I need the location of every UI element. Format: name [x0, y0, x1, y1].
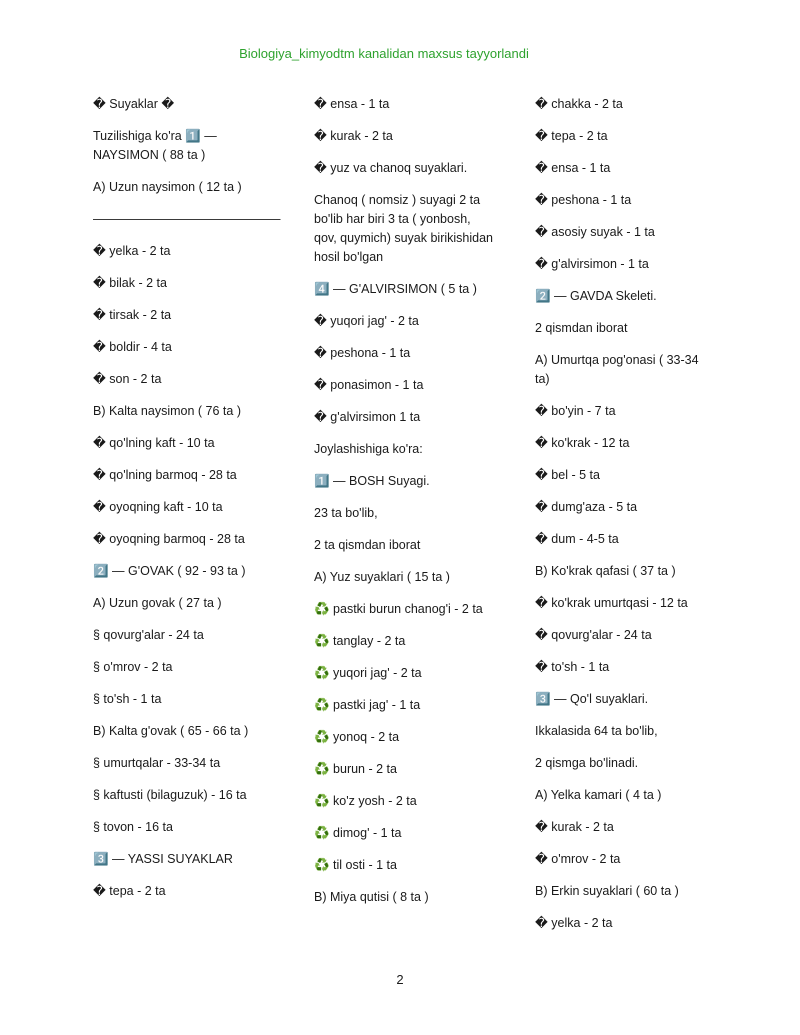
paragraph: � bilak - 2 ta — [93, 276, 167, 290]
paragraph: � tirsak - 2 ta — [93, 308, 172, 322]
paragraph: ♻️ yonoq - 2 ta — [314, 730, 400, 744]
paragraph: 1️⃣ — BOSH Suyagi. — [314, 474, 430, 488]
paragraph: � oyoqning kaft - 10 ta — [93, 500, 223, 514]
page-header: Biologiya_kimyodtm kanalidan maxsus tayyorlandi — [239, 46, 529, 61]
paragraph: B) Erkin suyaklari ( 60 ta ) — [535, 884, 679, 898]
paragraph: � yuqori jag' - 2 ta — [314, 314, 419, 328]
paragraph: � kurak - 2 ta — [314, 129, 393, 143]
paragraph: Joylashishiga ko'ra: — [314, 442, 423, 456]
paragraph: � yuz va chanoq suyaklari. — [314, 161, 468, 175]
paragraph: � ko'krak umurtqasi - 12 ta — [535, 596, 688, 610]
paragraph: ♻️ ko'z yosh - 2 ta — [314, 794, 417, 808]
paragraph: ♻️ pastki jag' - 1 ta — [314, 698, 421, 712]
paragraph: � bel - 5 ta — [535, 468, 600, 482]
column-3 — [535, 95, 710, 946]
paragraph: ——————————————— — [93, 212, 281, 226]
paragraph: � dum - 4-5 ta — [535, 532, 619, 546]
paragraph: ♻️ pastki burun chanog'i - 2 ta — [314, 602, 483, 616]
paragraph: A) Yelka kamari ( 4 ta ) — [535, 788, 662, 802]
paragraph: Tuzilishiga ko'ra 1️⃣ — NAYSIMON ( 88 ta ) — [93, 129, 217, 162]
column-2 — [314, 95, 494, 920]
paragraph: B) Miya qutisi ( 8 ta ) — [314, 890, 429, 904]
paragraph: 2 qismga bo'linadi. — [535, 756, 639, 770]
paragraph: 23 ta bo'lib, — [314, 506, 378, 520]
paragraph: � yelka - 2 ta — [535, 916, 613, 930]
paragraph: 2 ta qismdan iborat — [314, 538, 421, 552]
paragraph: � yelka - 2 ta — [93, 244, 171, 258]
paragraph: A) Uzun govak ( 27 ta ) — [93, 596, 222, 610]
paragraph: Chanoq ( nomsiz ) suyagi 2 ta bo'lib har biri 3 ta ( yonbosh, qov, quymich) suyak birikishidan hosil bo'lgan — [314, 193, 494, 264]
paragraph: � Suyaklar � — [93, 97, 175, 111]
paragraph: ♻️ yuqori jag' - 2 ta — [314, 666, 422, 680]
paragraph: 2️⃣ — G'OVAK ( 92 - 93 ta ) — [93, 564, 246, 578]
paragraph: � qo'lning barmoq - 28 ta — [93, 468, 237, 482]
paragraph: A) Uzun naysimon ( 12 ta ) — [93, 180, 242, 194]
paragraph: � o'mrov - 2 ta — [535, 852, 621, 866]
paragraph: � ponasimon - 1 ta — [314, 378, 424, 392]
paragraph: � qovurg'alar - 24 ta — [535, 628, 652, 642]
paragraph: � peshona - 1 ta — [314, 346, 411, 360]
paragraph: � chakka - 2 ta — [535, 97, 623, 111]
paragraph: � to'sh - 1 ta — [535, 660, 610, 674]
column-1 — [93, 95, 281, 914]
paragraph: � tepa - 2 ta — [535, 129, 608, 143]
paragraph: A) Yuz suyaklari ( 15 ta ) — [314, 570, 450, 584]
page-number: 2 — [396, 972, 404, 987]
paragraph: Ikkalasida 64 ta bo'lib, — [535, 724, 658, 738]
paragraph: § o'mrov - 2 ta — [93, 660, 173, 674]
paragraph: § tovon - 16 ta — [93, 820, 173, 834]
paragraph: 2 qismdan iborat — [535, 321, 628, 335]
paragraph: � dumg'aza - 5 ta — [535, 500, 638, 514]
paragraph: ♻️ dimog' - 1 ta — [314, 826, 402, 840]
paragraph: � boldir - 4 ta — [93, 340, 172, 354]
paragraph: 3️⃣ — YASSI SUYAKLAR — [93, 852, 233, 866]
paragraph: � ensa - 1 ta — [314, 97, 390, 111]
paragraph: ♻️ burun - 2 ta — [314, 762, 397, 776]
paragraph: B) Ko'krak qafasi ( 37 ta ) — [535, 564, 676, 578]
paragraph: ♻️ tanglay - 2 ta — [314, 634, 406, 648]
paragraph: � g'alvirsimon - 1 ta — [535, 257, 649, 271]
paragraph: � peshona - 1 ta — [535, 193, 632, 207]
paragraph: � tepa - 2 ta — [93, 884, 166, 898]
paragraph: � oyoqning barmoq - 28 ta — [93, 532, 245, 546]
paragraph: 4️⃣ — G'ALVIRSIMON ( 5 ta ) — [314, 282, 477, 296]
paragraph: � son - 2 ta — [93, 372, 162, 386]
paragraph: A) Umurtqa pog'onasi ( 33-34 ta) — [535, 353, 699, 386]
paragraph: B) Kalta g'ovak ( 65 - 66 ta ) — [93, 724, 249, 738]
paragraph: § umurtqalar - 33-34 ta — [93, 756, 221, 770]
paragraph: � ensa - 1 ta — [535, 161, 611, 175]
paragraph: � kurak - 2 ta — [535, 820, 614, 834]
paragraph: § qovurg'alar - 24 ta — [93, 628, 204, 642]
paragraph: § kaftusti (bilaguzuk) - 16 ta — [93, 788, 247, 802]
paragraph: � bo'yin - 7 ta — [535, 404, 616, 418]
paragraph: 2️⃣ — GAVDA Skeleti. — [535, 289, 657, 303]
paragraph: � ko'krak - 12 ta — [535, 436, 630, 450]
paragraph: 3️⃣ — Qo'l suyaklari. — [535, 692, 649, 706]
paragraph: � asosiy suyak - 1 ta — [535, 225, 655, 239]
paragraph: � g'alvirsimon 1 ta — [314, 410, 421, 424]
paragraph: § to'sh - 1 ta — [93, 692, 162, 706]
paragraph: ♻️ til osti - 1 ta — [314, 858, 397, 872]
paragraph: � qo'lning kaft - 10 ta — [93, 436, 215, 450]
paragraph: B) Kalta naysimon ( 76 ta ) — [93, 404, 241, 418]
